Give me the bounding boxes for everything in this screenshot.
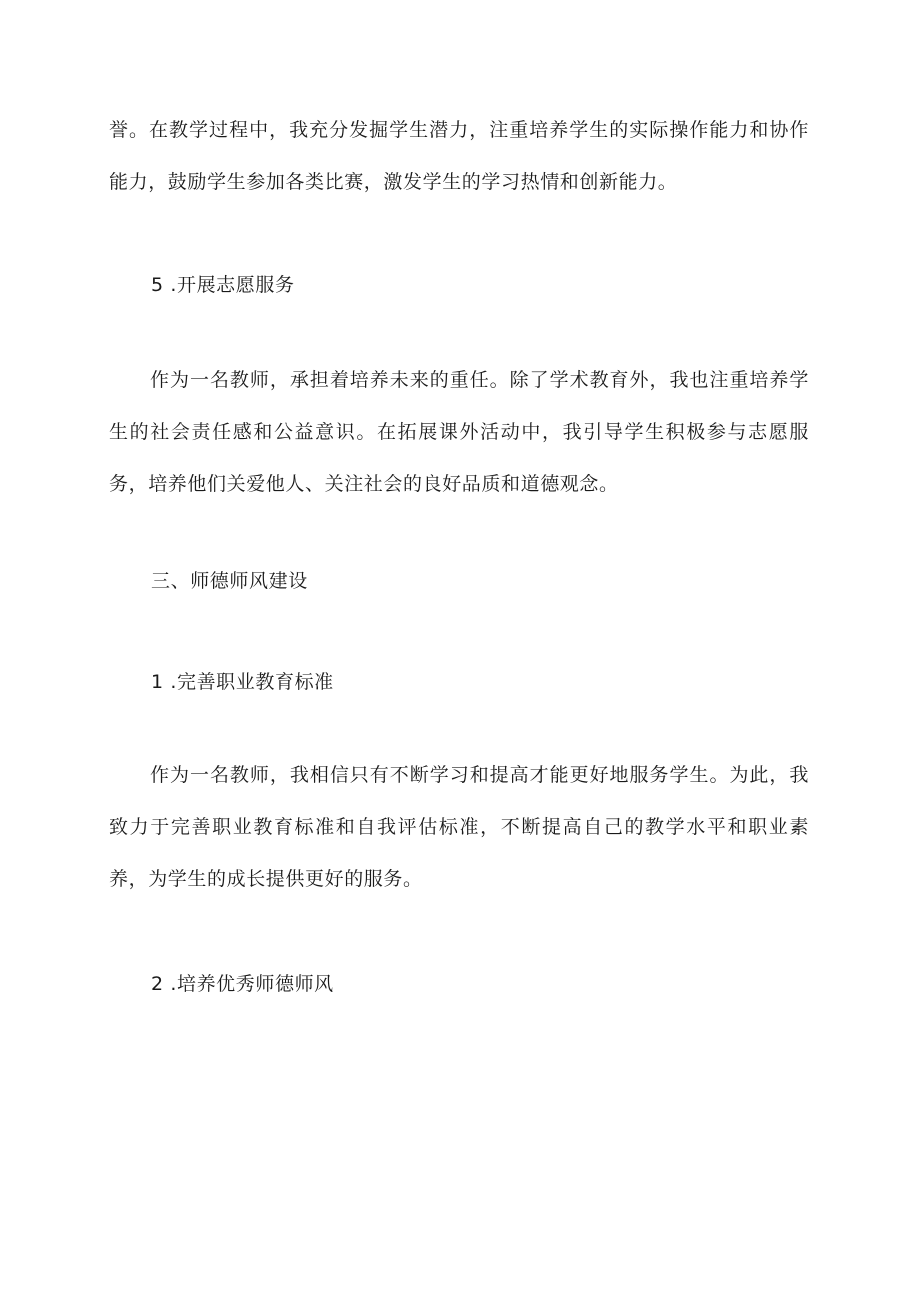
subheading-teacher-ethics: 2 .培养优秀师德师风 xyxy=(151,973,334,995)
paragraph-volunteer-service: 作为一名教师，承担着培养未来的重任。除了学术教育外，我也注重培养学生的社会责任感和公益意识。在拓展课外活动中，我引导学生积极参与志愿服务，培养他们关爱他人、关注社会的良好品质和道德观念。 xyxy=(109,369,809,495)
paragraph-professional-standards: 作为一名教师，我相信只有不断学习和提高才能更好地服务学生。为此，我致力于完善职业教育标准和自我评估标准，不断提高自己的教学水平和职业素养，为学生的成长提供更好的服务。 xyxy=(109,764,809,890)
section-heading-teacher-ethics: 三、师德师风建设 xyxy=(151,570,308,592)
paragraph-continuation: 誉。在教学过程中，我充分发掘学生潜力，注重培养学生的实际操作能力和协作能力，鼓励学生参加各类比赛，激发学生的学习热情和创新能力。 xyxy=(109,119,809,193)
subheading-volunteer-service: 5 .开展志愿服务 xyxy=(151,274,295,296)
subheading-professional-standards: 1 .完善职业教育标准 xyxy=(151,671,334,693)
